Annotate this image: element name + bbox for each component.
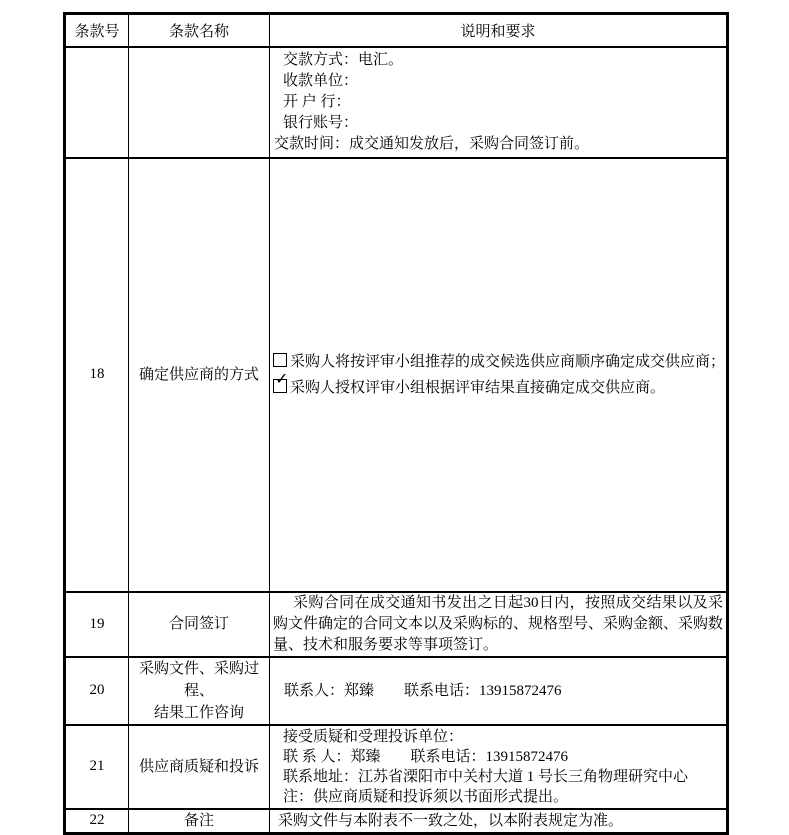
clause-name-line: 结果工作咨询: [153, 704, 244, 721]
header-clause-name: 条款名称: [129, 14, 270, 47]
table-header-row: [65, 14, 728, 47]
description-cell: [270, 47, 728, 158]
description-text: 联系人：郑臻 联系电话：13915872476: [284, 682, 562, 699]
table-row: [65, 158, 728, 592]
option-text: 采购人将按评审小组推荐的成交候选供应商顺序确定成交供应商；: [290, 353, 726, 370]
description-line: 交款时间：成交通知发放后，采购合同签订前。: [274, 135, 590, 152]
clause-no-cell: 18: [65, 158, 129, 592]
table-row: [65, 47, 728, 158]
description-lines: [270, 48, 726, 157]
clause-name-cell: [129, 657, 270, 725]
description-line: 银行账号：: [283, 114, 359, 131]
description-line: 收款单位：: [283, 72, 359, 89]
clause-no-cell: 21: [65, 725, 129, 809]
clause-no-cell: 19: [65, 592, 129, 657]
table-row: [65, 657, 728, 725]
clause-name-line: 采购文件、采购过程、: [138, 660, 259, 699]
description-text: 采购文件与本附表不一致之处，以本附表规定为准。: [278, 812, 624, 829]
option-line: [273, 368, 726, 401]
description-line: 接受质疑和受理投诉单位：: [283, 728, 464, 745]
description-lines: [270, 726, 726, 808]
terms-table: [63, 12, 729, 835]
clause-name-cell: 合同签订: [129, 592, 270, 657]
description-cell: [270, 725, 728, 809]
table-row: [65, 725, 728, 809]
clause-no-cell: 20: [65, 657, 129, 725]
description-text: 采购合同在成交通知书发出之日起30日内，按照成交结果以及采购文件确定的合同文本以及采购标的、规格型号、采购金额、采购数量、技术和服务要求等事项签订。: [273, 594, 724, 653]
checkbox-unchecked-icon: [273, 353, 287, 367]
option-text: 采购人授权评审小组根据评审结果直接确定成交供应商。: [290, 379, 666, 396]
table-row: [65, 809, 728, 834]
description-line: 联系地址：江苏省溧阳市中关村大道 1 号长三角物理研究中心: [283, 768, 689, 785]
clause-no-cell: [65, 47, 129, 158]
description-cell: [270, 592, 728, 657]
description-cell: [270, 657, 728, 725]
option-line: [273, 349, 726, 375]
checkbox-checked-icon: [273, 368, 289, 393]
clause-name-cell: 确定供应商的方式: [129, 158, 270, 592]
description-cell: [270, 158, 728, 592]
description-line: 交款方式：电汇。: [283, 51, 404, 68]
table-row: [65, 592, 728, 657]
clause-name-cell: 供应商质疑和投诉: [129, 725, 270, 809]
clause-name-cell: 备注: [129, 809, 270, 834]
header-description: 说明和要求: [270, 14, 728, 47]
clause-no-cell: 22: [65, 809, 129, 834]
description-line: 注：供应商质疑和投诉须以书面形式提出。: [283, 788, 569, 805]
check-mark-icon: ✓: [275, 368, 289, 388]
option-list: [270, 349, 726, 401]
description-line: 联 系 人：郑臻 联系电话：13915872476: [283, 748, 569, 765]
description-line: 开 户 行：: [283, 93, 351, 110]
header-clause-no: 条款号: [65, 14, 129, 47]
clause-name-cell: [129, 47, 270, 158]
description-cell: [270, 809, 728, 834]
